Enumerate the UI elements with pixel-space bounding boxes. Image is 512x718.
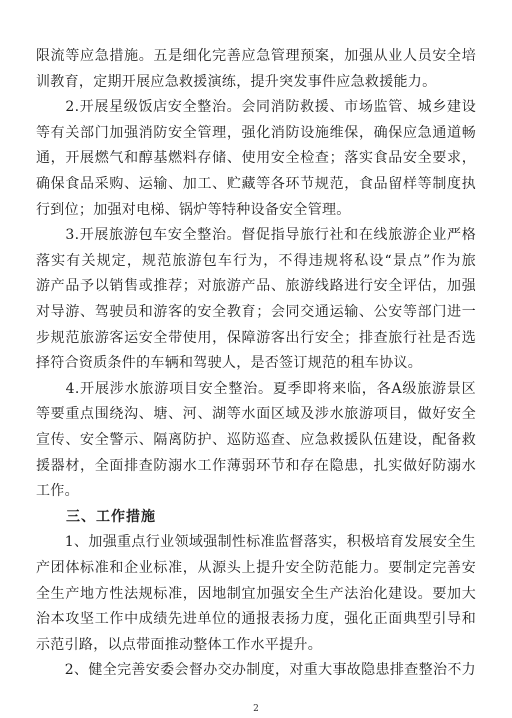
body-text-line: 通，开展燃气和醇基燃料存储、使用安全检查；落实食品安全要求， bbox=[36, 150, 476, 167]
body-text-line: 工作。 bbox=[36, 483, 79, 500]
body-text-line: 全生产地方性法规标准，因地制宜加强安全生产法治化建设。要加大 bbox=[36, 585, 476, 602]
body-text-line: 产团体标准和企业标准，从源头上提升安全防范能力。要制定完善安 bbox=[36, 560, 476, 576]
body-text-line: 限流等应急措施。五是细化完善应急管理预案，加强从业人员安全培 bbox=[36, 48, 476, 64]
body-text-line: 游产品予以销售或推荐；对旅游产品、旅游线路进行安全评估，加强 bbox=[36, 278, 476, 295]
body-text-line: 治本攻坚工作中成绩先进单位的通报表扬力度，强化正面典型引导和 bbox=[36, 611, 476, 628]
body-text-line: 等要重点围绕沟、塘、河、湖等水面区域及涉水旅游项目，做好安全 bbox=[36, 406, 476, 423]
body-text-line: 宣传、安全警示、隔离防护、巡防巡查、应急救援队伍建设，配备救 bbox=[36, 432, 476, 448]
body-text-line: 落实有关规定，规范旅游包车行为，不得违规将私设“景点”作为旅 bbox=[36, 252, 476, 269]
body-text-line: 行到位；加强对电梯、锅炉等特种设备安全管理。 bbox=[36, 201, 351, 218]
page-number: 2 bbox=[253, 704, 259, 714]
body-text-line: 2.开展星级饭店安全整治。会同消防救援、市场监管、城乡建设 bbox=[36, 99, 476, 116]
body-text-line: 步规范旅游客运安全带使用，保障游客出行安全；排查旅行社是否选 bbox=[36, 329, 476, 346]
body-text-line: 2、健全完善安委会督办交办制度，对重大事故隐患排查整治不力 bbox=[36, 662, 476, 679]
body-text-line: 援器材，全面排查防溺水工作薄弱环节和存在隐患，扎实做好防溺水 bbox=[36, 457, 476, 474]
body-text-line: 确保食品采购、运输、加工、贮藏等各环节规范，食品留样等制度执 bbox=[36, 176, 476, 192]
body-text-line: 4.开展涉水旅游项目安全整治。夏季即将来临，各A级旅游景区 bbox=[36, 380, 476, 397]
body-text-line: 择符合资质条件的车辆和驾驶人，是否签订规范的租车协议。 bbox=[36, 355, 423, 372]
section-heading: 三、工作措施 bbox=[36, 508, 156, 525]
body-text-line: 1、加强重点行业领域强制性标准监督落实，积极培育发展安全生 bbox=[36, 534, 476, 551]
body-text-line: 训教育，定期开展应急救援演练，提升突发事件应急救援能力。 bbox=[36, 73, 437, 90]
body-text-line: 对导游、驾驶员和游客的安全教育；会同交通运输、公安等部门进一 bbox=[36, 304, 476, 320]
body-text-line: 3.开展旅游包车安全整治。督促指导旅行社和在线旅游企业严格 bbox=[36, 227, 476, 244]
body-text-line: 等有关部门加强消防安全管理，强化消防设施维保，确保应急通道畅 bbox=[36, 124, 476, 141]
body-text-line: 示范引路，以点带面推动整体工作水平提升。 bbox=[36, 636, 322, 653]
